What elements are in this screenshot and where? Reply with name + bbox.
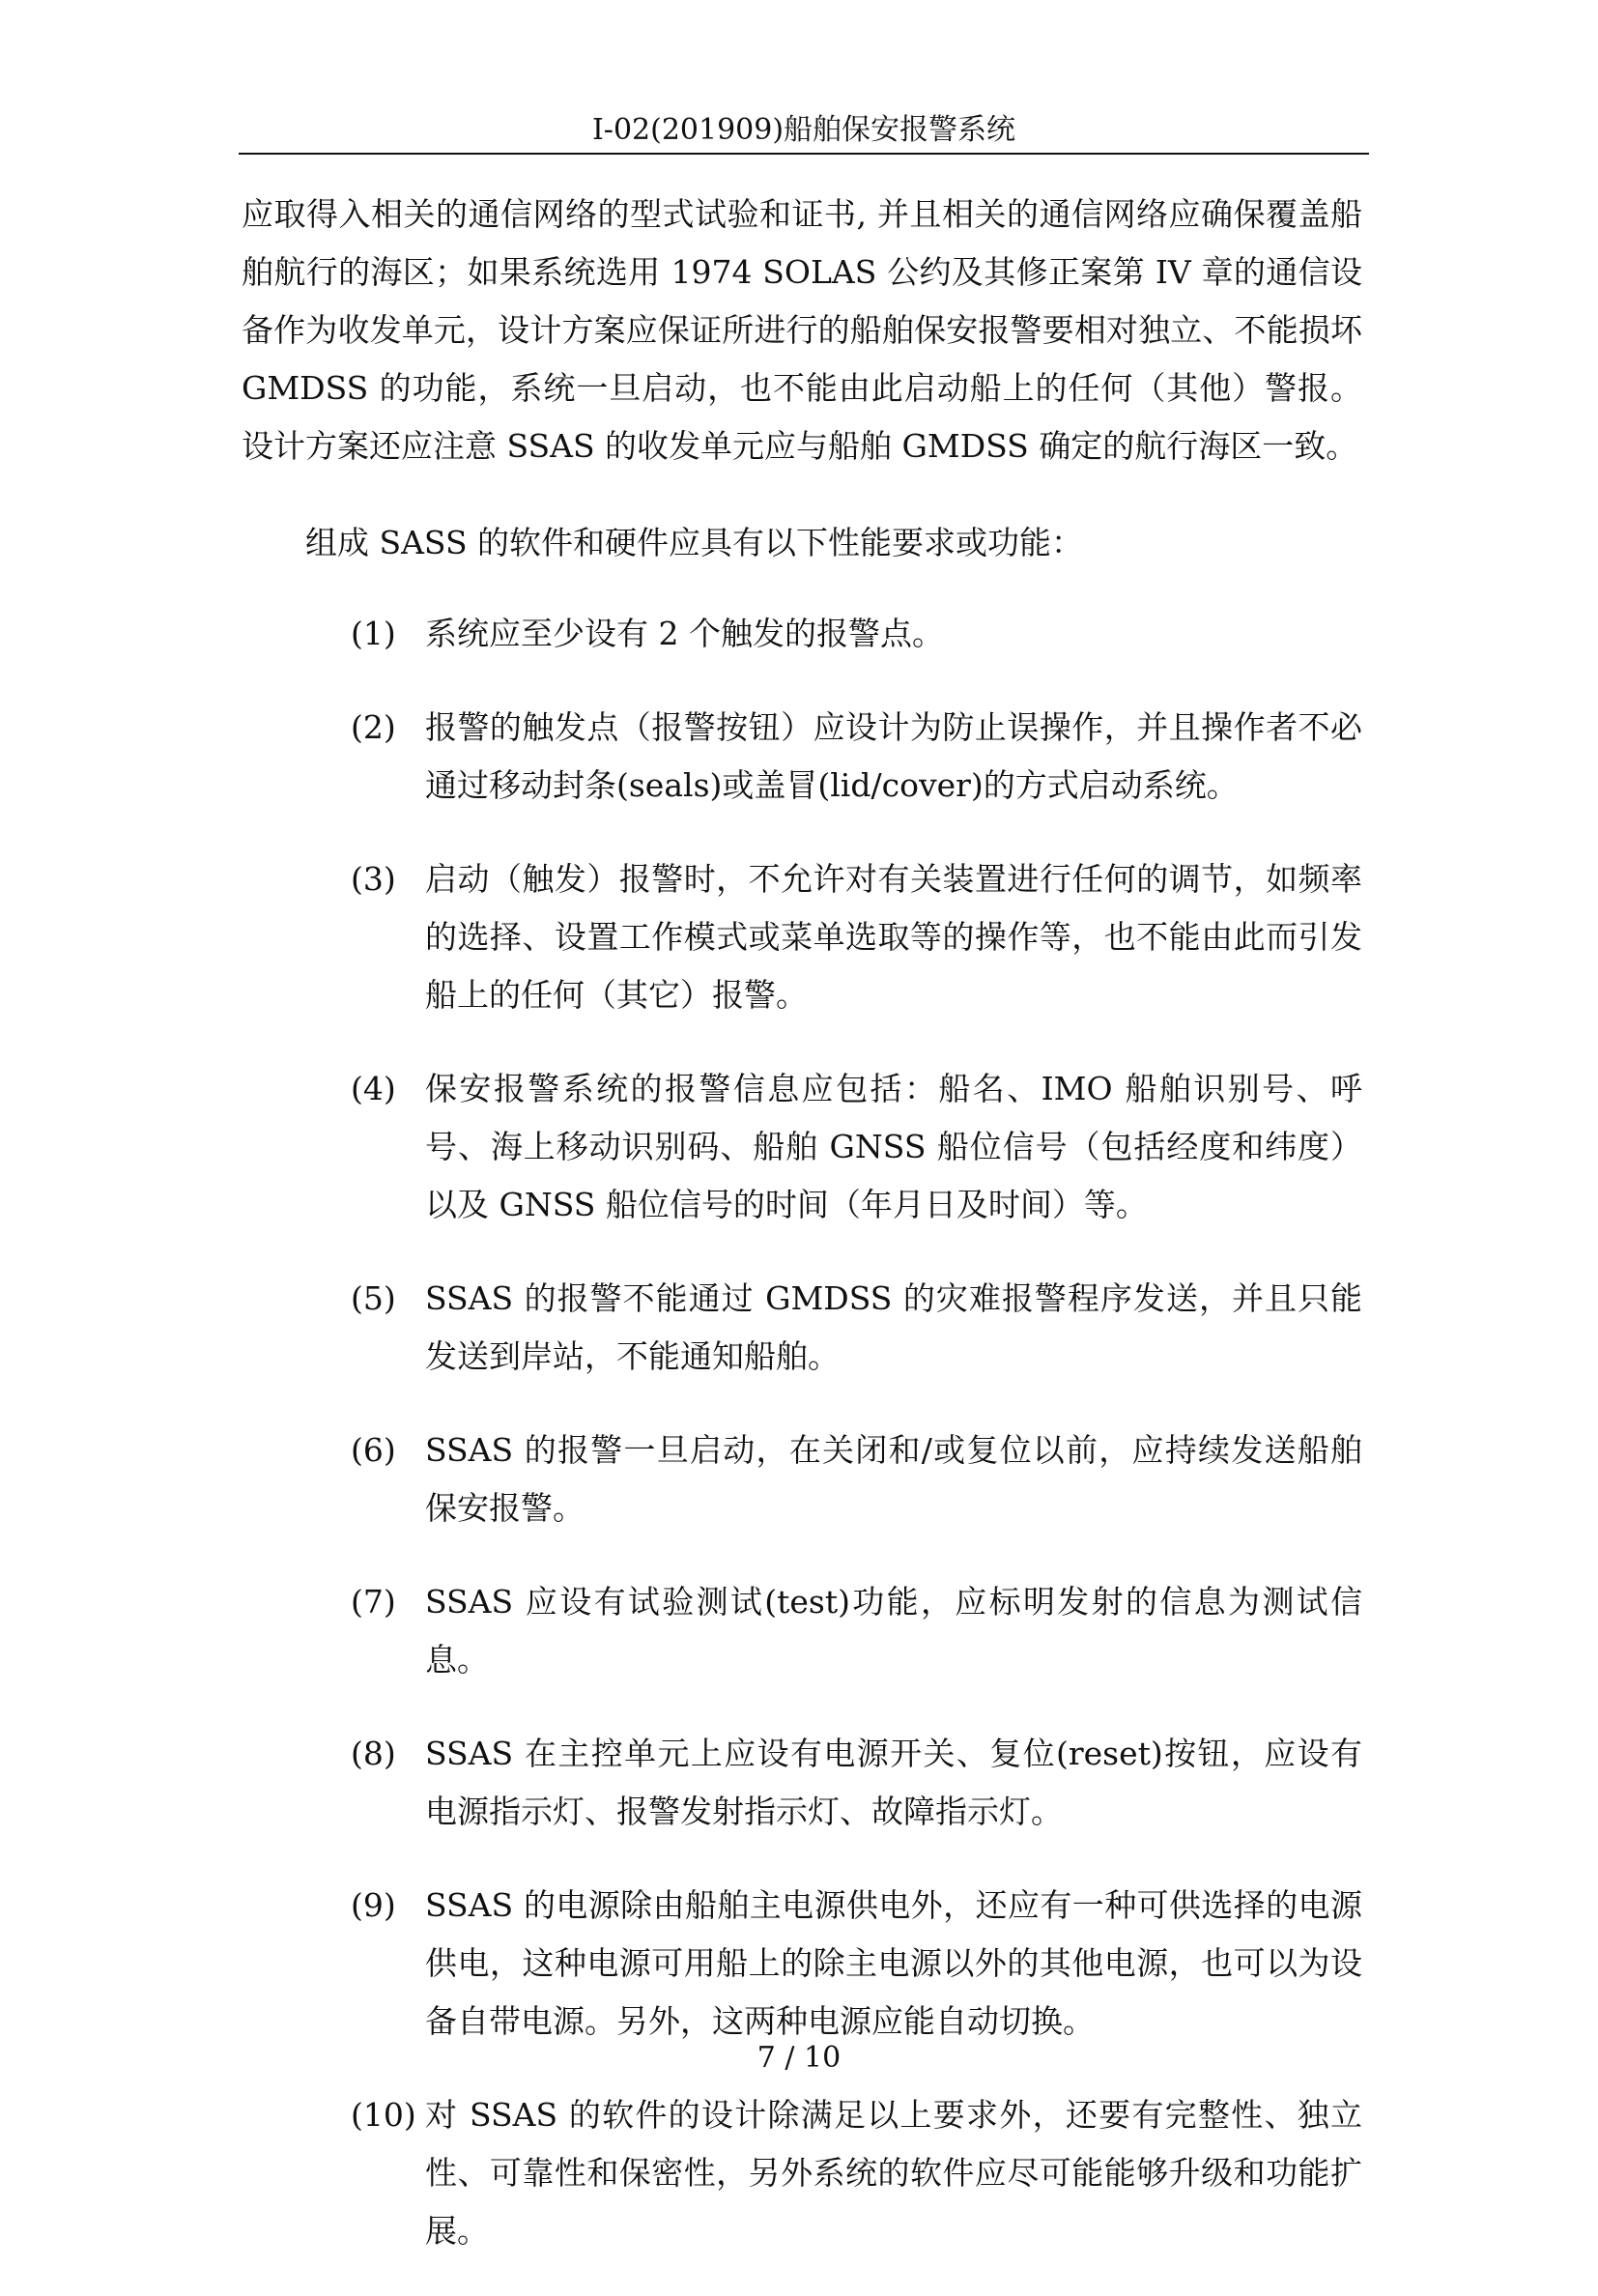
page-number: 7 / 10: [756, 2041, 842, 2075]
list-item-number: (6): [351, 1431, 396, 1469]
list-item: [242, 1573, 1362, 1689]
page-header: [239, 108, 1369, 155]
list-item-text: SSAS 应设有试验测试(test)功能，应标明发射的信息为测试信息。: [425, 1583, 1362, 1679]
list-item: [242, 850, 1362, 1024]
list-item-number: (7): [351, 1583, 396, 1621]
list-item: [242, 1060, 1362, 1234]
lead-paragraph: 组成 SASS 的软件和硬件应具有以下性能要求或功能：: [305, 524, 1084, 561]
list-item-text: 系统应至少设有 2 个触发的报警点。: [425, 615, 944, 652]
list-item-number: (2): [351, 708, 396, 746]
list-item-number: (4): [351, 1070, 396, 1107]
list-item-text: SSAS 的报警不能通过 GMDSS 的灾难报警程序发送，并且只能发送到岸站，不能通知船舶。: [425, 1279, 1362, 1375]
list-item-text: SSAS 在主控单元上应设有电源开关、复位(reset)按钮，应设有电源指示灯、报警发射指示灯、故障指示灯。: [425, 1735, 1362, 1830]
document-body: [242, 186, 1362, 2296]
list-item: [242, 699, 1362, 815]
list-item-text: 启动（触发）报警时，不允许对有关装置进行任何的调节，如频率的选择、设置工作模式或菜单选取等的操作等，也不能由此而引发船上的任何（其它）报警。: [425, 860, 1362, 1014]
list-item-text: SSAS 的报警一旦启动，在关闭和/或复位以前，应持续发送船舶保安报警。: [425, 1431, 1362, 1527]
requirements-list: [242, 605, 1362, 2260]
list-item-number: (10): [351, 2096, 416, 2134]
list-item-number: (5): [351, 1279, 396, 1317]
list-item-number: (9): [351, 1886, 396, 1924]
list-item-number: (8): [351, 1735, 396, 1772]
list-item-text: 报警的触发点（报警按钮）应设计为防止误操作，并且操作者不必通过移动封条(seals)或盖冒(lid/cover)的方式启动系统。: [425, 708, 1362, 804]
header-title: I-02(201909)船舶保安报警系统: [591, 113, 1016, 147]
list-item-text: SSAS 的电源除由船舶主电源供电外，还应有一种可供选择的电源供电，这种电源可用船上的除主电源以外的其他电源，也可以为设备自带电源。另外，这两种电源应能自动切换。: [425, 1886, 1362, 2040]
list-item: [242, 605, 1362, 663]
list-item: [242, 1725, 1362, 1841]
list-item-text: 保安报警系统的报警信息应包括：船名、IMO 船舶识别号、呼号、海上移动识别码、船舶 GNSS 船位信号（包括经度和纬度）以及 GNSS 船位信号的时间（年月日及时间）等。: [425, 1070, 1362, 1223]
list-item: [242, 2086, 1362, 2260]
list-item: [242, 1421, 1362, 1537]
list-item: [242, 1877, 1362, 2051]
list-item-number: (1): [351, 615, 396, 652]
list-item-text: 对 SSAS 的软件的设计除满足以上要求外，还要有完整性、独立性、可靠性和保密性，另外系统的软件应尽可能能够升级和功能扩展。: [425, 2096, 1362, 2250]
list-item: [242, 1270, 1362, 1386]
list-item-number: (3): [351, 860, 396, 898]
page-footer: [0, 2039, 1598, 2078]
intro-paragraph: 应取得入相关的通信网络的型式试验和证书, 并且相关的通信网络应确保覆盖船舶航行的海区；如果系统选用 1974 SOLAS 公约及其修正案第 IV 章的通信设备作为收发单元，设计方案应保证所进行的船舶保安报警要相对独立、不能损坏 GMDSS 的功能，系统一旦启动，也不能由此启动船上的任何（其他）警报。设计方案还应注意 SSAS 的收发单元应与船舶 GMDSS 确定的航行海区一致。: [242, 195, 1362, 465]
